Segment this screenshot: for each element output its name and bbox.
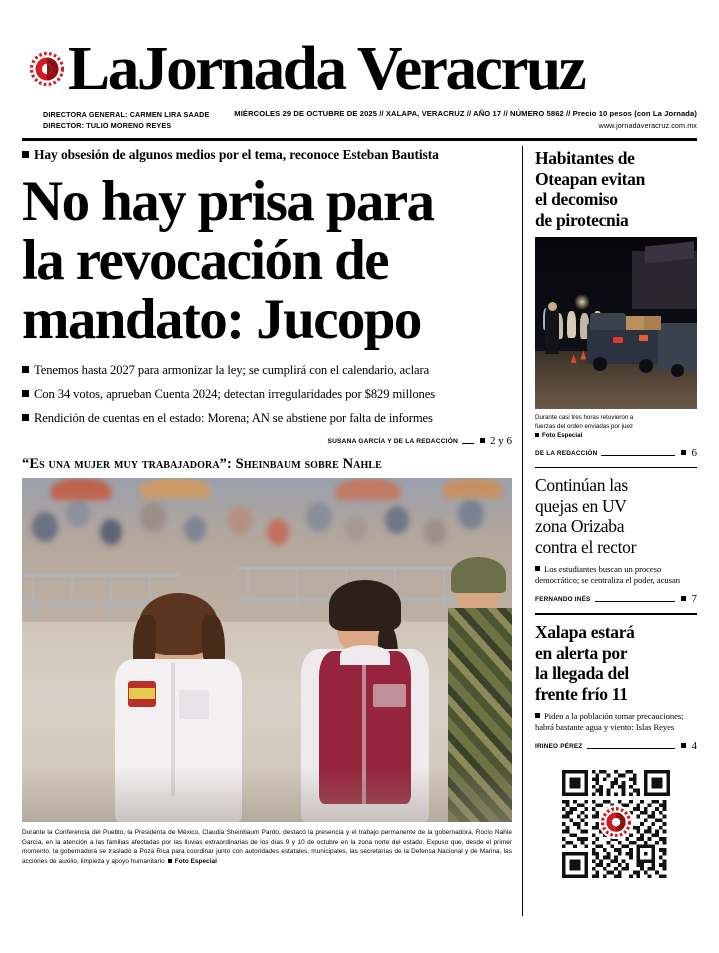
bullet-square-icon — [681, 743, 686, 748]
right-story-1-credit: Foto Especial — [542, 432, 583, 439]
lead-byline: SUSANA GARCÍA Y DE LA REDACCIÓN — [327, 438, 458, 445]
right-story-1-image — [535, 237, 697, 409]
byline-rule — [601, 455, 674, 456]
right-story-3-headline-line-2: en alerta por — [535, 642, 628, 663]
right-story-1-headline — [535, 148, 697, 230]
right-story-uv-orizaba[interactable] — [535, 475, 697, 605]
photo-story-headline[interactable]: “Es una mujer muy trabajadora”: Sheinbaum sobre Nahle — [22, 456, 382, 472]
right-caption-line-1: Durante casi tres horas retuvieron a — [535, 414, 634, 421]
right-story-1-page-ref[interactable]: 6 — [691, 447, 697, 459]
bullet-square-icon — [22, 151, 29, 158]
list-item — [22, 411, 512, 426]
column-divider — [522, 146, 523, 916]
right-story-1-headline-line-1: Habitantes de — [535, 148, 635, 168]
photo-caption-text: Durante la Conferencia del Pueblo, la Presidenta de México, Claudia Sheinbaum Pardo, destacó la presencia y el trabajo permanente de la gobernadora, Rocío Nahle García, en la atención a las familias afectadas por las lluvias extraordinarias de los días 9 y 10 de octubre en la zona norte del estado. Expuso que, desde el primer momento, la gobernadora se trasladó a Poza Rica para coordinar junto con autoridades estatales, municipales, las secretarías de la Defensa Nacional y de Marina, las acciones de auxilio, limpieza y apoyo humanitario — [22, 829, 512, 865]
masthead-credits — [43, 110, 209, 131]
bullet-square-icon — [22, 390, 29, 397]
right-caption-line-2: fuerzas del orden enviadas por juez — [535, 423, 634, 430]
right-story-3-byline: IRINEO PÉREZ — [535, 743, 583, 750]
gear-sun-icon — [28, 50, 66, 88]
masthead-dateline — [234, 108, 697, 132]
right-story-2-page-ref[interactable]: 7 — [691, 593, 697, 605]
lead-bullet-1: Tenemos hasta 2027 para armonizar la ley; se cumplirá con el calendario, aclara — [34, 363, 430, 377]
section-divider — [535, 613, 697, 615]
section-divider — [535, 467, 697, 468]
bullet-square-icon — [535, 433, 539, 437]
right-story-1-headline-line-2: Oteapan evitan — [535, 168, 646, 189]
right-story-3-headline-line-3: la llegada del — [535, 663, 629, 683]
byline-rule — [462, 443, 474, 444]
bullet-square-icon — [168, 859, 172, 863]
photo-story-caption — [22, 828, 512, 866]
right-story-2-headline-line-4: contra el rector — [535, 536, 637, 557]
right-story-2-bullet: Los estudiantes buscan un proceso democrático; se centraliza el poder, acusan — [535, 564, 680, 585]
list-item — [22, 387, 512, 402]
right-story-2-headline-line-3: zona Orizaba — [535, 516, 625, 536]
photo-credit: Foto Especial — [174, 857, 217, 865]
right-story-2-headline-line-2: quejas en UV — [535, 495, 627, 516]
right-story-frente-frio[interactable] — [535, 622, 697, 752]
masthead-logo-row — [28, 35, 585, 103]
right-caption-credit-row — [535, 431, 697, 440]
byline-rule — [587, 748, 675, 749]
lead-headline-line-2: la revocación de — [22, 229, 388, 292]
byline-rule — [595, 601, 675, 602]
lead-headline-line-3: mandato: Jucopo — [22, 288, 421, 351]
bullet-square-icon — [535, 566, 540, 571]
masthead — [0, 0, 719, 138]
lead-byline-row — [22, 435, 512, 447]
right-story-3-byline-row — [535, 740, 697, 752]
right-story-1-byline: DE LA REDACCIÓN — [535, 450, 598, 457]
lead-bullet-3: Rendición de cuentas en el estado: Morena; AN se abstiene por falta de informes — [34, 411, 433, 425]
lead-headline[interactable] — [22, 172, 512, 349]
list-item — [22, 363, 512, 378]
lead-bullet-list — [22, 363, 512, 426]
right-story-3-bullet: Piden a la población tomar precauciones; habrá bastante agua y viento: Islas Reyes — [535, 711, 684, 732]
qr-code-icon[interactable] — [556, 764, 676, 884]
right-story-3-page-ref[interactable]: 4 — [691, 740, 697, 752]
qr-code-block[interactable] — [535, 764, 697, 884]
lead-headline-line-1: No hay prisa para — [22, 170, 434, 233]
director-general-line: DIRECTORA GENERAL: CARMEN LIRA SAADE — [43, 110, 210, 119]
right-story-1-byline-row — [535, 447, 697, 459]
right-story-1-headline-line-3: el decomiso — [535, 189, 618, 209]
right-story-1-caption — [535, 413, 697, 440]
bullet-square-icon — [22, 414, 29, 421]
lead-kicker — [22, 146, 512, 163]
right-column — [535, 148, 697, 884]
right-story-oteapan[interactable] — [535, 148, 697, 459]
right-story-2-headline-line-1: Continúan las — [535, 475, 628, 495]
right-story-2-headline — [535, 475, 697, 557]
lead-bullet-2: Con 34 votos, aprueban Cuenta 2024; detectan irregularidades por $829 millones — [34, 387, 436, 401]
right-story-3-headline-line-4: frente frío 11 — [535, 683, 628, 704]
masthead-title: LaJornada Veracruz — [68, 35, 585, 103]
lead-page-ref[interactable]: 2 y 6 — [490, 435, 512, 447]
right-story-2-bullets — [535, 564, 697, 586]
photo-story-image — [22, 478, 512, 822]
right-story-3-headline-line-1: Xalapa estará — [535, 622, 635, 642]
website-url[interactable]: www.jornadaveracruz.com.mx — [598, 121, 697, 130]
list-item — [535, 564, 697, 586]
right-story-2-byline: FERNANDO INÉS — [535, 596, 591, 603]
bullet-square-icon — [681, 596, 686, 601]
bullet-square-icon — [22, 366, 29, 373]
main-column — [22, 146, 512, 866]
bullet-square-icon — [681, 450, 686, 455]
right-story-3-headline — [535, 622, 697, 704]
dateline-text: MIÉRCOLES 29 DE OCTUBRE DE 2025 // XALAPA, VERACRUZ // AÑO 17 // NÚMERO 5862 // Precio 10 pesos (con La Jornada) — [234, 109, 697, 118]
right-story-2-byline-row — [535, 593, 697, 605]
lead-kicker-text: Hay obsesión de algunos medios por el tema, reconoce Esteban Bautista — [34, 147, 439, 162]
right-story-3-bullets — [535, 711, 697, 733]
masthead-rule — [22, 138, 697, 141]
bullet-square-icon — [535, 713, 540, 718]
right-story-1-headline-line-4: de pirotecnia — [535, 209, 629, 230]
bullet-square-icon — [480, 438, 485, 443]
list-item — [535, 711, 697, 733]
director-line: DIRECTOR: TULIO MORENO REYES — [43, 120, 172, 130]
